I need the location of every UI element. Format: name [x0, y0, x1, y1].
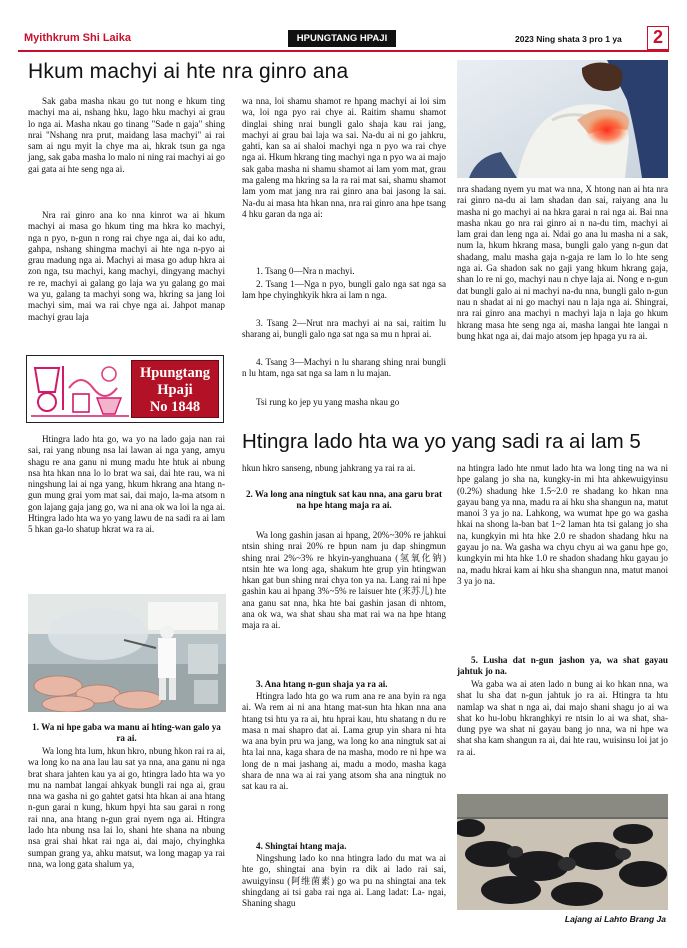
- article2-paragraph: Wa long gashin jasan ai hpang, 20%~30% re jahkui ntsin shing nrai 20% re hpun nam ju dap shingmun shing nrai 2%~3% re hkyin-yanghuana (氢氧化钠) ntsin hte wa long aga, shakum hte grup yin htingwan hkan gat bun shing nrai chya ton ya na. Lang rai ni hpe gashin kau ai hpang 3%~5% re laisuer hte (来苏儿) hte ana ganu sat nna, hka hte bai gashin jasan di nhtom, ana ok wa, wa shat shau sha mat rai wa na hpe htang maja ra ai.: [242, 530, 446, 631]
- article2-paragraph: hkun hkro sanseng, nbung jahkrang ya rai ra ai.: [242, 463, 416, 473]
- photo-credit: Lajang ai Lahto Brang Ja: [564, 914, 666, 924]
- article1-list-item: 2. Tsang 1—Nga n pyo, bungli galo nga sat nga sa lam hpe chyinghkyik hkra ai lam n nga.: [242, 279, 446, 301]
- page-number: 2: [647, 26, 669, 50]
- header-rule: [18, 50, 669, 52]
- article2-subheading: 5. Lusha dat n-gun jashon ya, wa shat gayau jahtuk jo na.: [457, 655, 668, 677]
- article2-intro-paragraph: Htingra lado hta go, wa yo na lado gaja nan rai sai, rai yang nbung nsa lai lawan ai nga yang, amyu shagu re ana ganu ni mung madu hte htuk ai nbung nsa hta hkan nna lo lo brat wa sai, dai hte rau, wa ni ningshung lai ai nga yang, hkum hkrang ana htang n-gun mung grai yom mat sai, dai majo, la-ma atsom n gon lajang gaja jang go, wa ni ana ok wa loi la nga ai. Htingra lado hta wa yo yang lawu de na sadi ra ai lam 5 hkan ga-lo shatup hkrat wa ra ai.: [28, 434, 225, 535]
- article2-subheading: 3. Ana htang n-gun shaja ya ra ai.: [256, 679, 388, 689]
- article2-subheading: 2. Wa long ana ningtuk sat kau nna, ana garu brat na hpe htang maja ra ai.: [245, 489, 443, 511]
- back-pain-photo: [457, 60, 668, 178]
- issue-date: 2023 Ning shata 3 pro 1 ya: [515, 34, 622, 44]
- lab-illustration: [29, 358, 131, 420]
- black-pigs-photo: [457, 794, 668, 910]
- article1-paragraph: Nra rai ginro ana ko nna kinrot wa ai hkum machyi ai masa go hkum ting ma hkra ko machyi, nga n pyo, n-gun n rong rai chye nga ai, dai ko adu, gahpa, nshang shingma machyi ai hte nga n-pyo ai grau madung nga ai. Machyi ai masa go adup hkra ai zon nga, tsu machyi, kang machyi, dingyang machyi re re, machyi ai galang go laja wa yu galang go mai wa yu, galang ta machyi song wa, hkring sa jang loi machyi sim, mai wa rai chye nga ai. Jahpot manap machyi grau laja: [28, 210, 225, 322]
- article1-paragraph: nra shadang nyem yu mat wa nna, X htong nan ai hta nra rai ginro na-du ai lam shadan dan sai, raiyang ana lu masha ni go machyi ai na hkra garai n rai nga ai. Bai nna masha nkau go nra rai ginro ai n na-du tim, machyi ai lam grai dan leng nga ai. Ndai go ana lu masha ni a sak, num la, hkum hkrang masa, bungli galo yang n-gun dat shadang, malu masha gaja n-gaja re lam lo lo hte seng nga ai. Ga shadon sak no gaji yang hkum hkrang gaja, shan lo re ni go, machyi nau n chye laja ai. Nong e n-gun dat bungli galo ai ni machyi na-du nna, bungli galo n-gun nau n shadat ai ni go machyi nau n laja nga ai. Shingrai, nra rai ginro ana machyi n machyi laja n laja go hkum hkrang masa hte seng nga ai, masha langai hte langai n bung hkat nga ai, dai majo atsom jep hpaga yu ra ai.: [457, 184, 668, 341]
- article1-list-item: 3. Tsang 2—Nrut nra machyi ai na sai, raitim lu sharang ai, bungli galo nga sat nga sa mu n hprai ai.: [242, 318, 446, 340]
- article1-paragraph: wa nna, loi shamu shamot re hpang machyi ai loi sim wa, loi nga pyo rai chye ai. Raitim shamu shamot dinglai shing nrai bungli galo shaja kau rai jang, machyi ai grau bai laja wa sai. Na-du ai ni go jahkru, gahti, kan sa ai shaloi machyi nga n pyo wa rai chye nga ai. Hkum hkrang ting machyi nga n pyo wa ai majo sak gaba masha ni shamu shamot ai lam yom mat, grau ma galeng ma hkring sa la ra rai mat sai, shamu shamot lam yom mat jang nra rai ginro ana bai jasong la sai. Na-du ai masa hta hkan nna, nra rai ginro ana hpe tsang 4 hku garan da nga ai:: [242, 96, 446, 219]
- logo-line-2: Hpaji: [157, 382, 193, 398]
- article2-title: Htingra lado hta wa yo yang sadi ra ai lam 5: [242, 430, 641, 453]
- logo-line-3: No 1848: [149, 399, 201, 415]
- article1-list-item: 1. Tsang 0—Nra n machyi.: [256, 266, 355, 276]
- section-label: HPUNGTANG HPAJI: [288, 30, 396, 47]
- column-logo: [26, 355, 224, 423]
- article2-paragraph: na htingra lado hte nmut lado hta wa long ting na wa ni hpe galang jo sha na, kungky-in mi hta ahkewuigyinsu (0.2%) shadung hke 1.5~2.0 re shadang ko hkan nna gayau bang ya nna, madu ra ai hku sha shangun na, matut manoi 3 ya jo na. Lahkong, wa wumat hpe go wa gasha hkai na shong la-ban bat 1~2 laman hta tsi galang jo sha na, kungkyin mi hta hke 2.0 re shadon shadang hku na gayau jo na. Wa gasha wa chyu chyu ai wa ganu hpe go, kungkyin mi hta hke 1.0 re shadon shadang hku gayau jo na, madu hkrai kam ai hku sha shangun nna, matut manoi 3 ya jo na.: [457, 463, 668, 586]
- article2-subheading: 4. Shingtai htang maja.: [256, 841, 347, 851]
- article2-paragraph: Htingra lado hta go wa rum ana re ana byin ra nga ai. Wa rem ai ni ana htang mat-sun hta hkan nna ana htang tsi htu ya ra ai, htu hprai kau, htu shatang n du re masa n mai shapro dat ai. Lama grup yin shara ni hta wa ana byin pru wa jang, wa long ko ana ningtuk sat ai hta lai nna, kaga shara de na masha, modo re ni hpe wa long de n mai jashang ai, madu a modo, masha kaga shara de nna wa ai rai yang atsom sha ana ningtuk no sat kau ra ai.: [242, 691, 446, 792]
- article2-paragraph: Wa long hta lum, hkun hkro, nbung hkon rai ra ai, wa long ko na ana lau lau sat ya nna, ana ganu ni nga brat shara jahten kau ya ai go, htingra lado hta wa yo mu na nambat langai ahkyak bungli rai nga ai, grau nna wa gasha ni go gahtet gatsi hta hkan ai ana htang n-gun garai n kung, hkum hpyi hta sau garai n rong rai nna, ana htang n-gun grai nyem nga ai. Htingra lado hta nbung nsa lai lo, shani hte shana na nbung nsa grai shai hkat rai nga ai, dai majo, chyinghka sumpan grang ya, ahku matsut, wa long magap ya rai nna, wa long gata shalum ya,: [28, 746, 225, 869]
- article1-title: Hkum machyi ai hte nra ginro ana: [28, 60, 349, 83]
- pig-farm-photo: [28, 594, 226, 712]
- logo-line-1: Hpungtang: [139, 365, 211, 381]
- article1-list-item: 4. Tsang 3—Machyi n lu sharang shing nrai bungli n lu htam, nga sat nga sa lam n lu majan.: [242, 357, 446, 379]
- article2-paragraph: Ningshung lado ko nna htingra lado du mat wa ai hte go, shingtai ana byin ra dik ai lado rai sai, awuigyinsu (阿维菌素) go wa pu na shingtai ana tek shingdang ai tsi gaba rai nga ai. Lang ladat: La- ngai, Shaning shagu: [242, 853, 446, 909]
- article2-subheading: 1. Wa ni hpe gaba wa manu ai hting-wan galo ya ra ai.: [32, 722, 221, 744]
- article2-paragraph: Wa gaba wa ai aten lado n bung ai ko hkan nna, wa shat lu sha dat n-gun jahtuk jo ra ai. Htingra ta htu namlap wa shat n nga ai, dai majo shani shagu jo ai wa shat ko hu-lobu hkranghkyi re ntsin lo ai wa shat, sha-dung pye wa shat ni gayau bang jo nna, wa ni hpe wa shat sha kam shangun ra ai, dai hte rau, wuisinsu loi jat jo ra ai.: [457, 679, 668, 757]
- article1-paragraph: Tsi rung ko jep yu yang masha nkau go: [256, 397, 400, 407]
- column-logo-title: [131, 360, 219, 418]
- article1-paragraph: Sak gaba masha nkau go tut nong e hkum ting machyi ma ai, nshang hku, lago hku machyi ai grau lo nga ai. Masha nkau go tinang "Sade n gaja" shing nrai "Nshang nra prut, maidang lasa machyi" ai rai sam ai ngu myit la chye ma ai, hkrak tsun ga nga jang, sak gaba masha lo malo ni ning rai machyi ai go gai gata ai hte seng nga ai.: [28, 96, 225, 174]
- page-header: [18, 28, 669, 54]
- publication-name: Myithkrum Shi Laika: [24, 32, 131, 44]
